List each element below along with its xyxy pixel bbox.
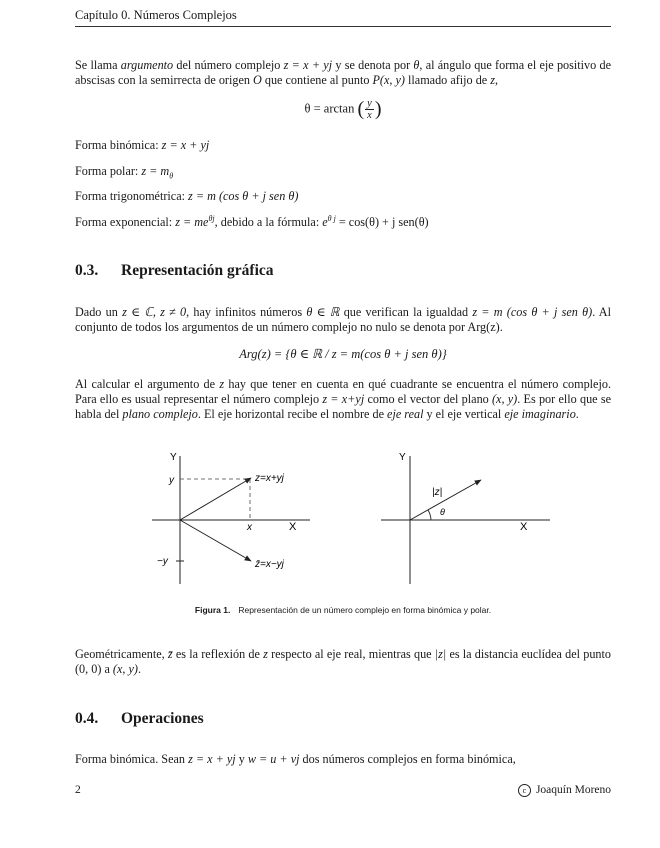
z-vector xyxy=(180,478,251,520)
argument-definition-paragraph: Se llama argumento del número complejo z = x + yj y se denota por θ, al ángulo que forma el eje positivo de abscisas con la semirrecta de origen O que contiene al punto P(x, y) llamado afijo de z, xyxy=(75,58,611,87)
neg-y-tick-label: −y xyxy=(157,556,168,567)
z-point-label: z=x+yj xyxy=(255,473,284,484)
argument-set-paragraph: Dado un z ∈ ℂ, z ≠ 0, hay infinitos números θ ∈ ℝ que verifican la igualdad z = m (cos θ + j sen θ). Al conjunto de todos los argumentos de un número complejo no nulo se denota por Arg(z). xyxy=(75,305,611,334)
form-binomial: Forma binómica: z = x + yj xyxy=(75,138,210,152)
author-name: Joaquín Moreno xyxy=(535,784,611,796)
zbar-vector xyxy=(180,520,251,561)
operations-paragraph: Forma binómica. Sean z = x + yj y w = u + vj dos números complejos en forma binómica, xyxy=(75,752,516,766)
modulus-vector xyxy=(410,480,481,520)
complex-plane-paragraph: Al calcular el argumento de z hay que tener en cuenta en qué cuadrante se encuentra el número complejo. Para ello es usual representar el número complejo z = x+yj como el vector del plano (x, y). Es por ello que se habla del plano complejo. El eje horizontal recibe el nombre de eje real y el eje vertical eje imaginario. xyxy=(75,377,611,421)
section-heading-0-3: 0.3. Representación gráfica xyxy=(75,262,274,279)
y-tick-label: y xyxy=(169,475,174,486)
x-axis-label: X xyxy=(520,521,528,533)
y-axis-label: Y xyxy=(399,452,406,463)
copyright-icon: c xyxy=(518,784,531,797)
arg-set-equation: Arg(z) = {θ ∈ ℝ / z = m(cos θ + j sen θ)} xyxy=(239,347,447,361)
x-axis-label: X xyxy=(289,521,297,533)
figure-caption: Figura 1. Representación de un número complejo en forma binómica y polar. xyxy=(194,605,492,615)
angle-arc xyxy=(428,510,431,520)
fraction-numerator: y xyxy=(367,98,372,109)
x-tick-label: x xyxy=(247,522,252,533)
arctan-equation: θ = arctan ( $\frac{y}{x}$ ) xyxy=(304,98,382,121)
y-axis-label: Y xyxy=(170,452,177,463)
zbar-point-label: z̄=x−yj xyxy=(255,559,284,570)
page-number: 2 xyxy=(75,784,81,796)
geometric-paragraph: Geométricamente, z̄ es la reflexión de z respecto al eje real, mientras que |z| es la distancia euclídea del punto (0, 0) a (x, y). xyxy=(75,647,611,676)
form-trigonometric: Forma trigonométrica: z = m (cos θ + j sen θ) xyxy=(75,189,299,203)
binomial-diagram xyxy=(150,450,390,590)
section-heading-0-4: 0.4. Operaciones xyxy=(75,710,204,727)
angle-label: θ xyxy=(440,507,445,517)
running-header xyxy=(75,8,611,27)
form-polar: Forma polar: $z = m_\theta$ xyxy=(75,164,174,181)
form-exponential: Forma exponencial: $z = me^{\theta j}$, debido a la fórmula: $e^{\theta j} = \cos(\theta) + j$ sen(θ) xyxy=(75,214,429,230)
page-footer xyxy=(75,784,611,796)
fraction-denominator: x xyxy=(367,110,372,121)
polar-diagram xyxy=(375,450,555,590)
author-credit xyxy=(518,784,611,797)
running-title: Capítulo 0. Números Complejos xyxy=(75,8,237,22)
modulus-label: |z| xyxy=(432,487,443,498)
